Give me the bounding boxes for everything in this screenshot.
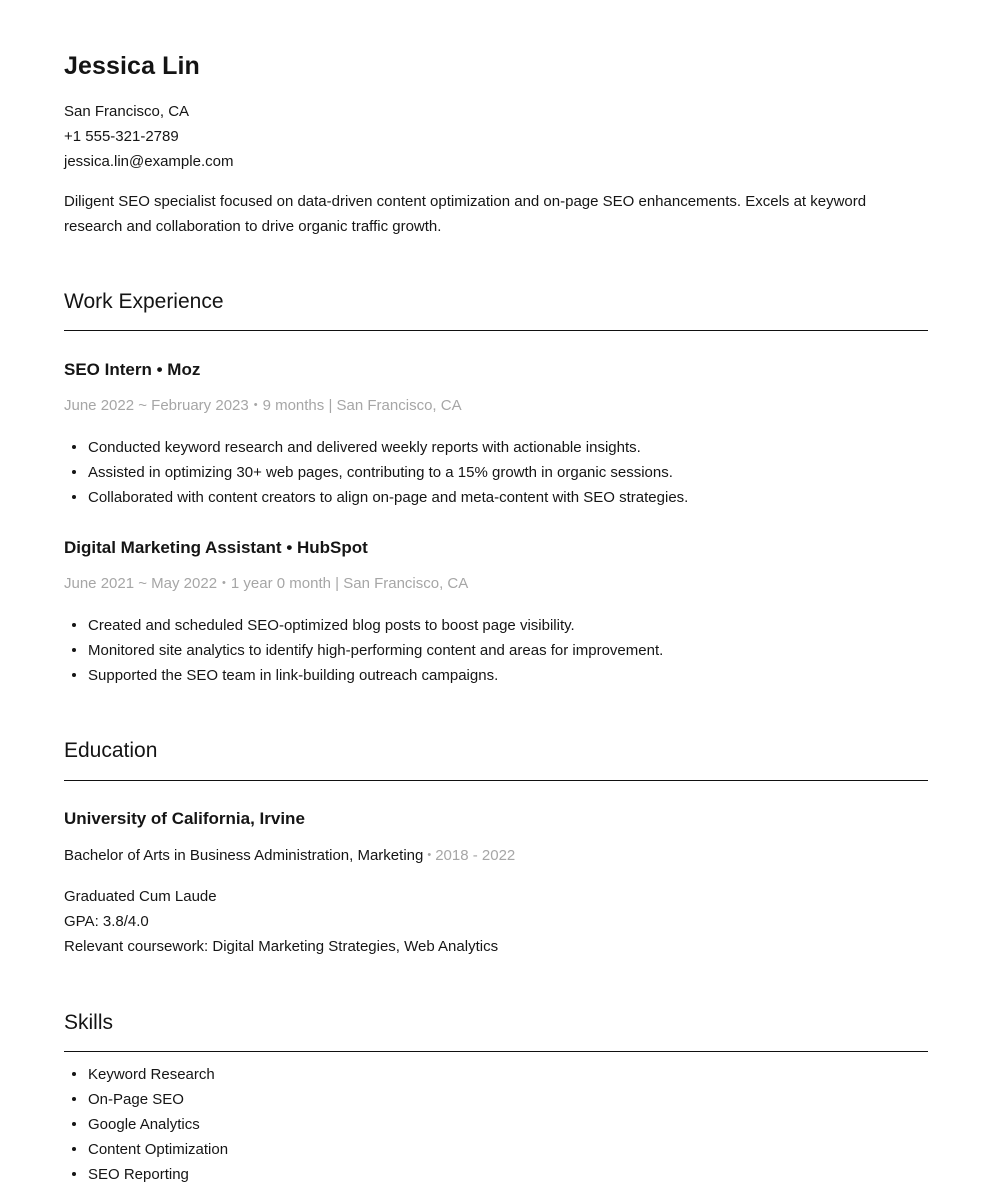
job-duration: 9 months [262,397,325,414]
job-meta [64,575,468,592]
meta-dot-separator: • [253,399,258,411]
school-name: University of California, Irvine [64,809,305,828]
list-item: Assisted in optimizing 30+ web pages, contributing to a 15% growth in organic sessions. [64,460,688,485]
skill-item: Content Optimization [64,1137,228,1162]
title-separator: • [156,360,163,379]
job-dates: June 2021 ~ May 2022 [64,575,218,592]
section-title-work: Work Experience [64,290,224,313]
education-notes [64,884,498,959]
skills-list [64,1062,228,1187]
gpa: GPA: 3.8/4.0 [64,913,149,930]
section-divider [64,780,928,781]
section-title-education: Education [64,739,158,762]
job-role: SEO Intern [64,360,152,379]
list-item: Supported the SEO team in link-building outreach campaigns. [64,663,663,688]
list-item: Collaborated with content creators to align on-page and meta-content with SEO strategies. [64,485,688,510]
pipe-separator: | [328,397,333,414]
skill-item: On-Page SEO [64,1087,228,1112]
candidate-name: Jessica Lin [64,52,200,80]
coursework: Relevant coursework: Digital Marketing Strategies, Web Analytics [64,938,499,955]
list-item: Conducted keyword research and delivered weekly reports with actionable insights. [64,435,688,460]
job-company: Moz [167,360,201,379]
skill-item: SEO Reporting [64,1162,228,1187]
list-item: Created and scheduled SEO-optimized blog posts to boost page visibility. [64,613,663,638]
honors: Graduated Cum Laude [64,888,217,905]
section-title-skills: Skills [64,1011,114,1034]
phone: +1 555-321-2789 [64,128,179,145]
job-dates: June 2022 ~ February 2023 [64,397,249,414]
degree: Bachelor of Arts in Business Administration, Marketing [64,847,424,864]
email: jessica.lin@example.com [64,153,234,170]
job-bullets [64,613,663,688]
job-role: Digital Marketing Assistant [64,538,282,557]
title-separator: • [286,538,293,557]
job-meta [64,397,462,414]
job-location: San Francisco, CA [343,575,469,592]
location: San Francisco, CA [64,103,190,120]
job-location: San Francisco, CA [336,397,462,414]
meta-dot-separator: • [222,577,226,589]
degree-line [64,847,515,864]
education-years: 2018 - 2022 [435,847,516,864]
skill-item: Google Analytics [64,1112,228,1137]
contact-info [64,99,233,174]
job-title [64,360,200,380]
summary: Diligent SEO specialist focused on data-driven content optimization and on-page SEO enhancements. Excels at keyword research and collaboration to drive organic traffic growth. [64,193,867,235]
list-item: Monitored site analytics to identify high-performing content and areas for improvement. [64,638,663,663]
job-company: HubSpot [297,538,368,557]
job-bullets [64,435,688,510]
meta-dot-separator: • [427,849,432,861]
pipe-separator: | [335,575,340,592]
section-divider [64,330,928,331]
section-divider [64,1051,928,1052]
job-duration: 1 year 0 month [230,575,331,592]
job-title [64,538,368,558]
skill-item: Keyword Research [64,1062,228,1087]
